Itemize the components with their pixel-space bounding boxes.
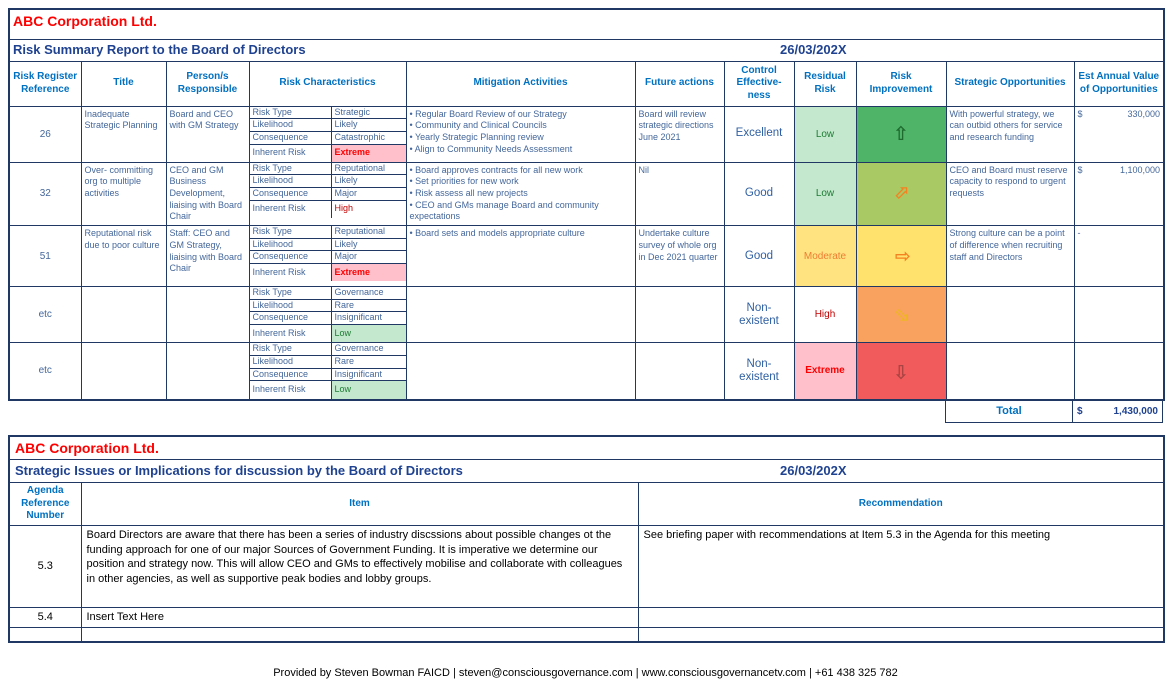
risk-ref: etc (9, 287, 81, 343)
company-name: ABC Corporation Ltd. (15, 439, 159, 456)
arrow-down-icon: ⇧ (893, 360, 909, 383)
column-header-risk-register-reference: Risk Register Reference (9, 61, 81, 106)
char-value-consequence: Insignificant (332, 312, 406, 325)
est-annual-value (1074, 106, 1164, 162)
char-value-risk-type: Reputational (332, 163, 406, 176)
char-label-inherent-risk: Inherent Risk (250, 325, 332, 342)
risk-characteristics (249, 226, 406, 287)
char-label-inherent-risk: Inherent Risk (250, 381, 332, 398)
mitigation-activities (406, 287, 635, 343)
char-value-risk-type: Governance (332, 287, 406, 300)
column-header-risk-improvement: Risk Improvement (856, 61, 946, 106)
risk-title: Inadequate Strategic Planning (81, 106, 166, 162)
est-annual-value (1074, 226, 1164, 287)
mitigation-item: • Align to Community Needs Assessment (409, 143, 573, 154)
issue-item: Board Directors are aware that there has been a series of industry discssions about possible changes ot the funding approach for one of our major Sources of Government Funding. It is imperative we determine our position and strategy now. This will allow CEO and GMs to effectively mobilise and collaborate with colleagues in other agencies, as well as supportive peak bodies and lobby groups. (81, 525, 638, 607)
issues-date: 26/03/202X (780, 463, 847, 479)
risk-person: Staff: CEO and GM Strategy, liaising with Board Chair (166, 226, 249, 287)
char-label-consequence: Consequence (250, 132, 332, 145)
char-value-consequence: Major (332, 251, 406, 264)
column-header-agenda-reference: Agenda Reference Number (9, 483, 81, 526)
char-label-likelihood: Likelihood (250, 300, 332, 313)
char-label-inherent-risk: Inherent Risk (250, 264, 332, 281)
mitigation-item: • Yearly Strategic Planning review (409, 131, 544, 142)
char-value-likelihood: Likely (332, 119, 406, 132)
currency-symbol: $ (1077, 405, 1083, 417)
mitigation-activities (406, 106, 635, 162)
char-value-consequence: Insignificant (332, 369, 406, 382)
issues-title: Strategic Issues or Implications for discussion by the Board of Directors (15, 463, 463, 479)
risk-characteristics (249, 287, 406, 343)
control-effectiveness: Non-existent (724, 343, 794, 400)
arrow-up-right-icon: ⇧ (887, 180, 915, 207)
char-value-likelihood: Likely (332, 239, 406, 252)
column-header-recommendation: Recommendation (638, 483, 1164, 526)
risk-person: Board and CEO with GM Strategy (166, 106, 249, 162)
future-actions (635, 343, 724, 400)
mitigation-item: • CEO and GMs manage Board and community expectations (409, 199, 599, 222)
risk-title: Reputational risk due to poor culture (81, 226, 166, 287)
column-header-person-responsible: Person/s Responsible (166, 61, 249, 106)
residual-risk: Moderate (794, 226, 856, 287)
company-name: ABC Corporation Ltd. (13, 13, 157, 29)
residual-risk: Low (794, 106, 856, 162)
currency-symbol: $ (1077, 164, 1083, 175)
column-header-control-effectiveness: Control Effective-ness (724, 61, 794, 106)
mitigation-item: • Board approves contracts for all new work (409, 164, 583, 175)
risk-row (9, 162, 1164, 225)
control-effectiveness: Good (724, 226, 794, 287)
char-value-risk-type: Reputational (332, 226, 406, 239)
char-label-consequence: Consequence (250, 188, 332, 201)
char-value-inherent-risk: Extreme (332, 145, 406, 162)
strategic-issues-table (8, 435, 1165, 644)
risk-ref: 26 (9, 106, 81, 162)
issue-item (81, 627, 638, 642)
issue-item: Insert Text Here (81, 607, 638, 627)
char-label-risk-type: Risk Type (250, 226, 332, 239)
currency-symbol: - (1077, 228, 1081, 239)
mitigation-activities (406, 226, 635, 287)
strategic-opportunity: With powerful strategy, we can outbid others for service and research funding (946, 106, 1074, 162)
char-label-likelihood: Likelihood (250, 119, 332, 132)
arrow-right-icon: ⇧ (890, 248, 913, 265)
column-header-residual-risk: Residual Risk (794, 61, 856, 106)
mitigation-activities (406, 162, 635, 225)
char-value-likelihood: Rare (332, 300, 406, 313)
mitigation-item: • Risk assess all new projects (409, 188, 528, 199)
issue-recommendation (638, 607, 1164, 627)
est-annual-value (1074, 343, 1164, 400)
char-value-risk-type: Governance (332, 343, 406, 356)
risk-person: CEO and GM Business Development, liaising with Board Chair (166, 162, 249, 225)
risk-title (81, 343, 166, 400)
total-amount: 1,430,000 (1113, 405, 1158, 417)
report-date: 26/03/202X (780, 41, 847, 57)
issues-title-row (9, 460, 1164, 483)
strategic-opportunity (946, 343, 1074, 400)
mitigation-item: • Set priorities for new work (409, 176, 519, 187)
issues-header-row (9, 483, 1164, 526)
residual-risk: Extreme (794, 343, 856, 400)
total-row (8, 401, 1163, 423)
risk-row (9, 106, 1164, 162)
char-value-inherent-risk: Low (332, 325, 406, 342)
risk-summary-table (8, 8, 1165, 401)
risk-ref: 32 (9, 162, 81, 225)
arrow-up-icon: ⇧ (893, 122, 909, 145)
column-header-row (9, 61, 1164, 106)
char-label-inherent-risk: Inherent Risk (250, 201, 332, 218)
char-value-inherent-risk: Extreme (332, 264, 406, 281)
mitigation-item: • Board sets and models appropriate culture (409, 228, 585, 239)
mitigation-item: • Community and Clinical Councils (409, 120, 547, 131)
total-label: Total (945, 401, 1073, 423)
strategic-opportunity (946, 287, 1074, 343)
char-label-risk-type: Risk Type (250, 343, 332, 356)
char-label-likelihood: Likelihood (250, 175, 332, 188)
report-title-row (9, 39, 1164, 61)
risk-row (9, 343, 1164, 400)
char-value-inherent-risk: Low (332, 381, 406, 398)
risk-characteristics (249, 343, 406, 400)
strategic-opportunity: CEO and Board must reserve capacity to respond to urgent requests (946, 162, 1074, 225)
future-actions: Nil (635, 162, 724, 225)
issue-row (9, 627, 1164, 642)
column-header-mitigation-activities: Mitigation Activities (406, 61, 635, 106)
report-title: Risk Summary Report to the Board of Directors (13, 41, 306, 57)
char-value-inherent-risk: High (334, 203, 354, 214)
char-label-risk-type: Risk Type (250, 107, 332, 120)
risk-title: Over- committing org to multiple activities (81, 162, 166, 225)
currency-symbol: $ (1077, 108, 1083, 119)
control-effectiveness: Non-existent (724, 287, 794, 343)
footer-credit: Provided by Steven Bowman FAICD | steven@consciousgovernance.com | www.consciousgovernancetv.com | +61 438 325 782 (273, 667, 898, 679)
risk-person (166, 287, 249, 343)
char-value-likelihood: Likely (332, 175, 406, 188)
risk-characteristics (249, 106, 406, 162)
risk-characteristics (249, 162, 406, 225)
char-label-likelihood: Likelihood (250, 356, 332, 369)
char-label-consequence: Consequence (250, 312, 332, 325)
char-label-consequence: Consequence (250, 369, 332, 382)
value-amount: 1,100,000 (1119, 164, 1160, 175)
total-value (1073, 401, 1163, 423)
risk-ref: 51 (9, 226, 81, 287)
risk-row (9, 226, 1164, 287)
risk-ref: etc (9, 343, 81, 400)
control-effectiveness: Good (724, 162, 794, 225)
issue-row (9, 525, 1164, 607)
issue-row (9, 607, 1164, 627)
strategic-opportunity: Strong culture can be a point of difference when recruiting staff and Directors (946, 226, 1074, 287)
char-label-risk-type: Risk Type (250, 287, 332, 300)
column-header-title: Title (81, 61, 166, 106)
char-label-risk-type: Risk Type (250, 163, 332, 176)
residual-risk: High (794, 287, 856, 343)
est-annual-value (1074, 287, 1164, 343)
future-actions: Board will review strategic directions June 2021 (635, 106, 724, 162)
control-effectiveness: Excellent (724, 106, 794, 162)
agenda-ref (9, 627, 81, 642)
risk-person (166, 343, 249, 400)
column-header-risk-characteristics: Risk Characteristics (249, 61, 406, 106)
char-label-inherent-risk: Inherent Risk (250, 145, 332, 162)
agenda-ref: 5.3 (9, 525, 81, 607)
column-header-strategic-opportunities: Strategic Opportunities (946, 61, 1074, 106)
company-header-row (9, 436, 1164, 460)
issue-recommendation: See briefing paper with recommendations at Item 5.3 in the Agenda for this meeting (638, 525, 1164, 607)
future-actions: Undertake culture survey of whole org in Dec 2021 quarter (635, 226, 724, 287)
char-value-consequence: Catastrophic (332, 132, 406, 145)
future-actions (635, 287, 724, 343)
risk-row (9, 287, 1164, 343)
column-header-est-annual-value: Est Annual Value of Opportunities (1074, 61, 1164, 106)
issue-recommendation (638, 627, 1164, 642)
arrow-down-right-icon: ⇧ (887, 301, 915, 329)
char-label-likelihood: Likelihood (250, 239, 332, 252)
char-value-likelihood: Rare (332, 356, 406, 369)
value-amount: 330,000 (1127, 108, 1160, 119)
char-label-consequence: Consequence (250, 251, 332, 264)
char-value-risk-type: Strategic (332, 107, 406, 120)
risk-title (81, 287, 166, 343)
column-header-item: Item (81, 483, 638, 526)
est-annual-value (1074, 162, 1164, 225)
column-header-future-actions: Future actions (635, 61, 724, 106)
mitigation-item: • Regular Board Review of our Strategy (409, 108, 567, 119)
char-value-consequence: Major (332, 188, 406, 201)
company-header-row (9, 9, 1164, 39)
residual-risk: Low (794, 162, 856, 225)
agenda-ref: 5.4 (9, 607, 81, 627)
mitigation-activities (406, 343, 635, 400)
